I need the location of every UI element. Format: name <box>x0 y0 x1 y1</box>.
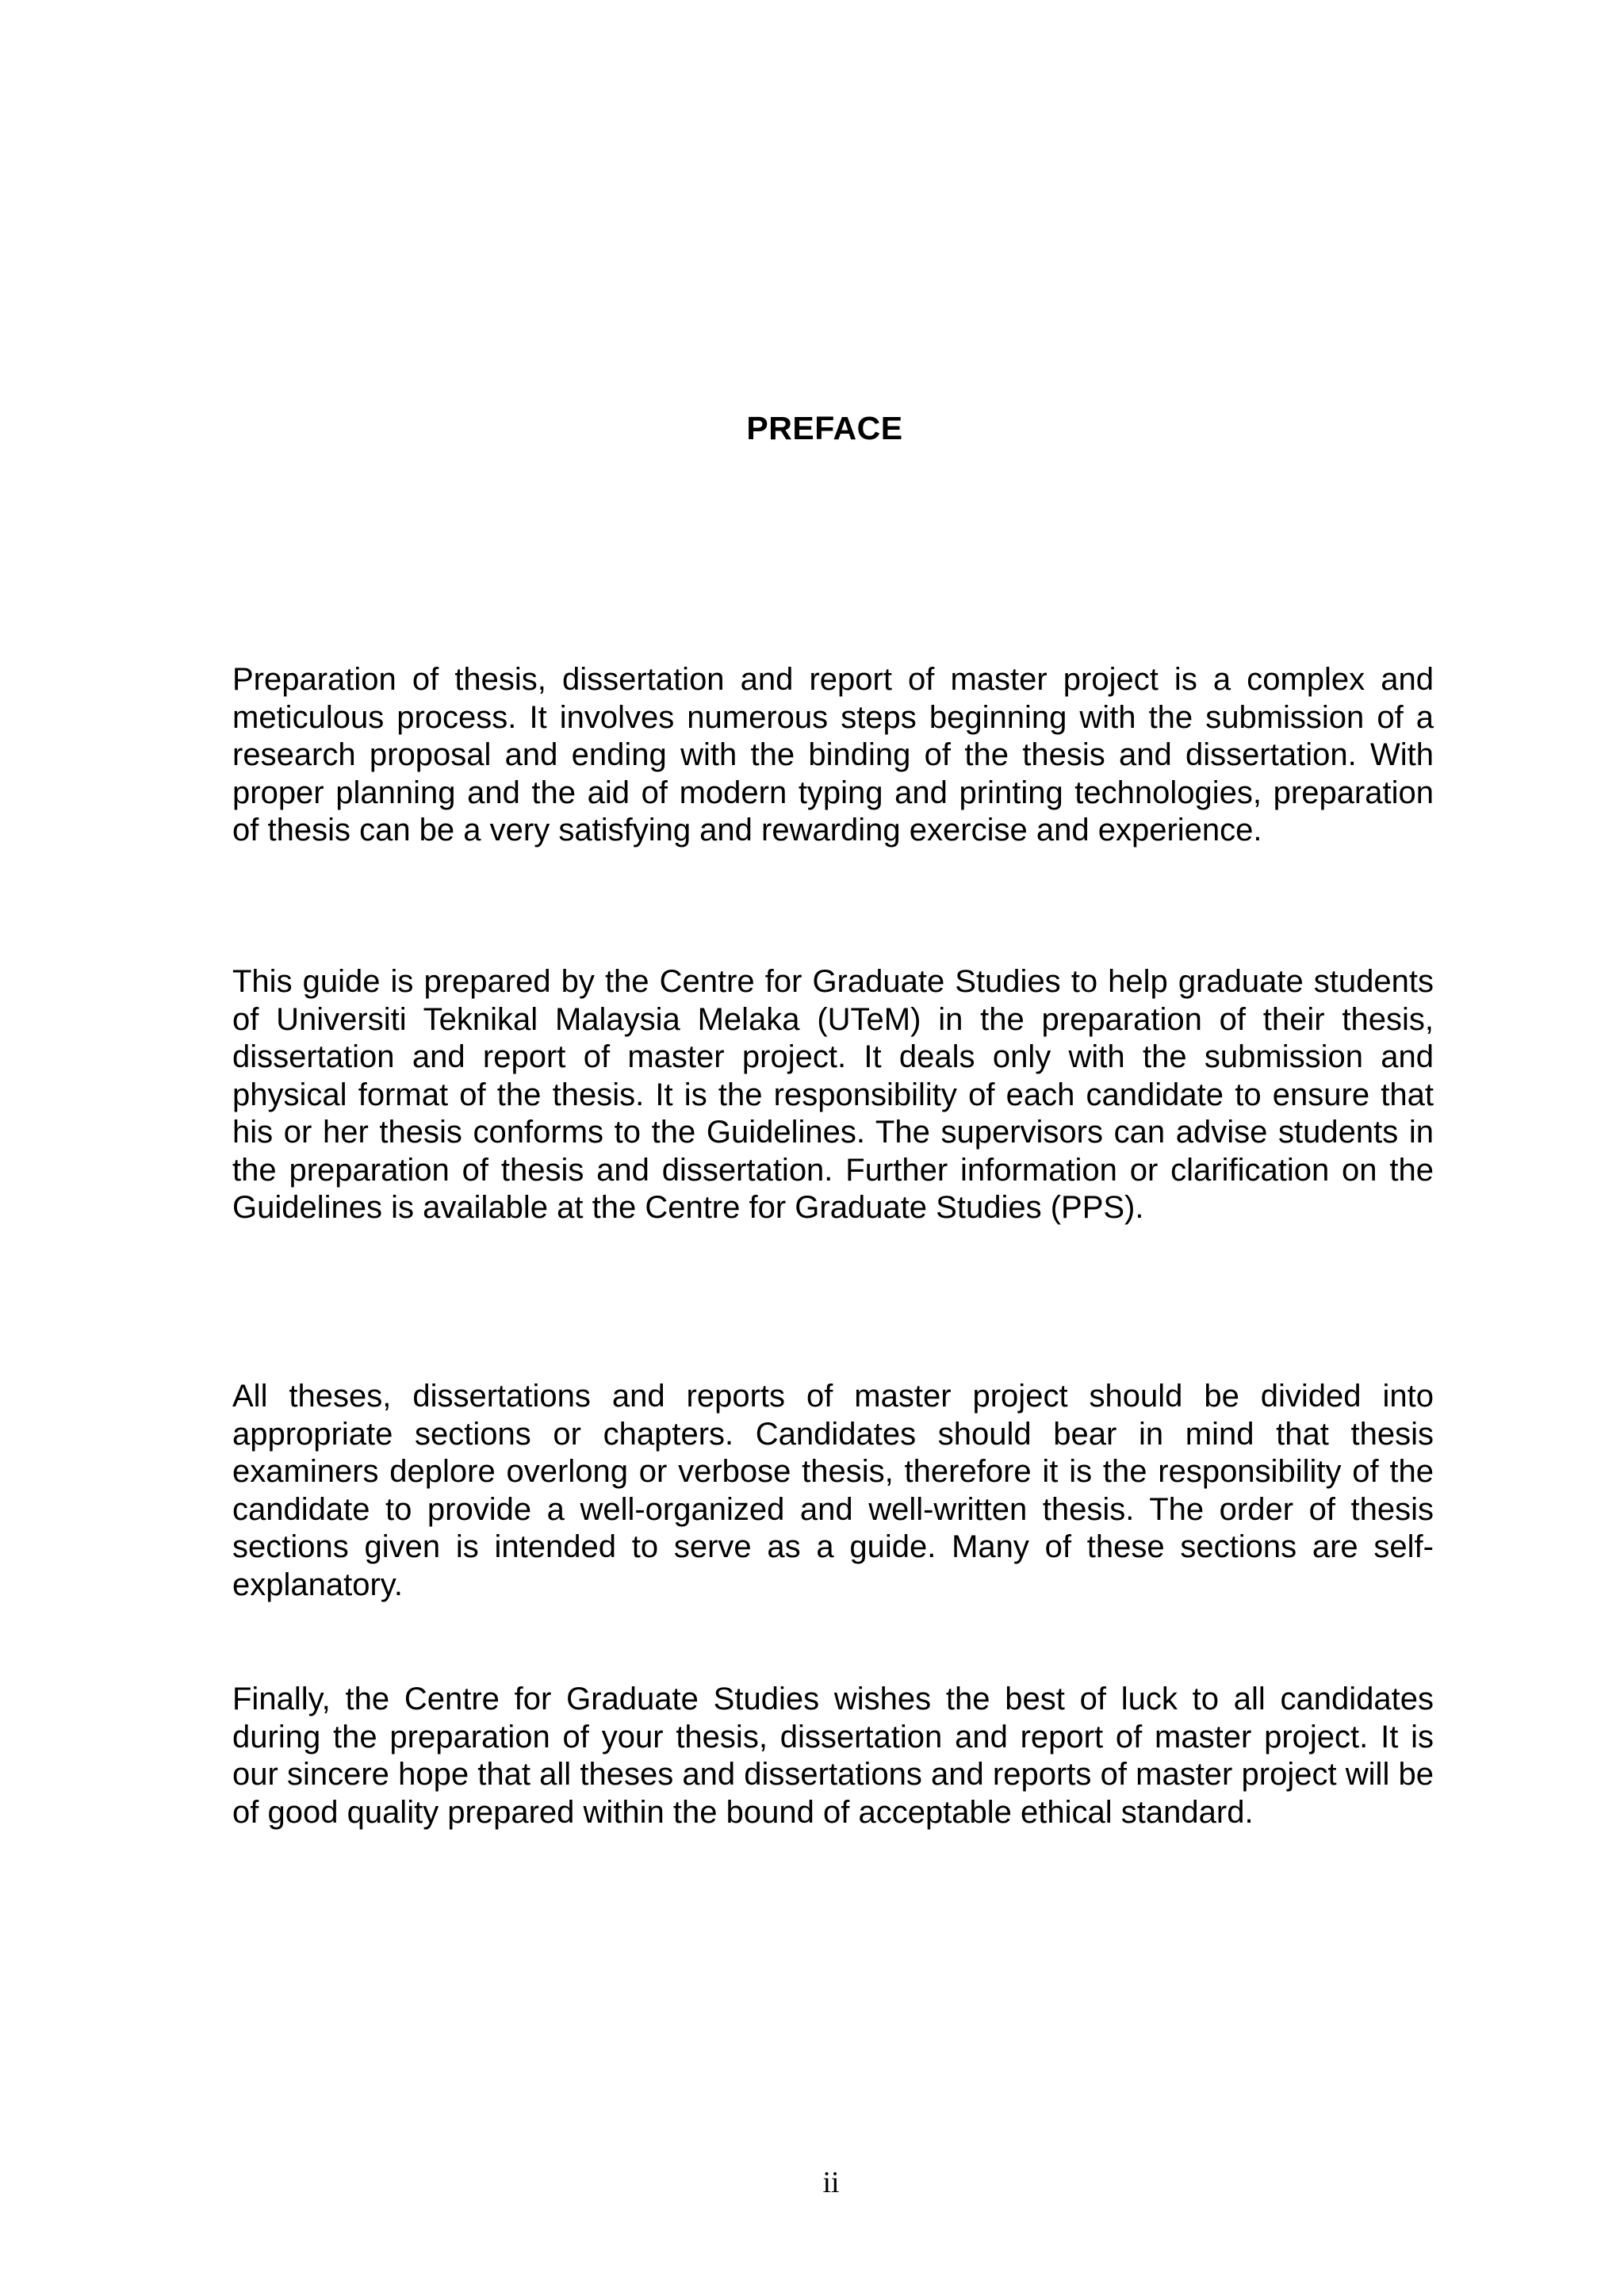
page-number: ii <box>822 2166 840 2199</box>
preface-paragraph-1: Preparation of thesis, dissertation and report of master project is a complex and meticulous process. It involves numerous steps beginning with the submission of a research proposal and ending with the binding of the thesis and dissertation. With proper planning and the aid of modern typing and printing technologies, preparation of thesis can be a very satisfying and rewarding exercise and experience. <box>232 662 1434 848</box>
preface-paragraph-4: Finally, the Centre for Graduate Studies wishes the best of luck to all candidates during the preparation of your thesis, dissertation and report of master project. It is our sincere hope that all theses and dissertations and reports of master project will be of good quality prepared within the bound of acceptable ethical standard. <box>232 1682 1434 1830</box>
preface-paragraph-2: This guide is prepared by the Centre for Graduate Studies to help graduate students of Universiti Teknikal Malaysia Melaka (UTeM) in the preparation of their thesis, dissertation and report of master project. It deals only with the submission and physical format of the thesis. It is the responsibility of each candidate to ensure that his or her thesis conforms to the Guidelines. The supervisors can advise students in the preparation of thesis and dissertation. Further information or clarification on the Guidelines is available at the Centre for Graduate Studies (PPS). <box>232 964 1434 1225</box>
preface-paragraph-3: All theses, dissertations and reports of master project should be divided into appropriate sections or chapters. Candidates should bear in mind that thesis examiners deplore overlong or verbose thesis, therefore it is the responsibility of the candidate to provide a well-organized and well-written thesis. The order of thesis sections given is intended to serve as a guide. Many of these sections are self-explanatory. <box>232 1379 1434 1602</box>
page-title: PREFACE <box>746 410 903 446</box>
